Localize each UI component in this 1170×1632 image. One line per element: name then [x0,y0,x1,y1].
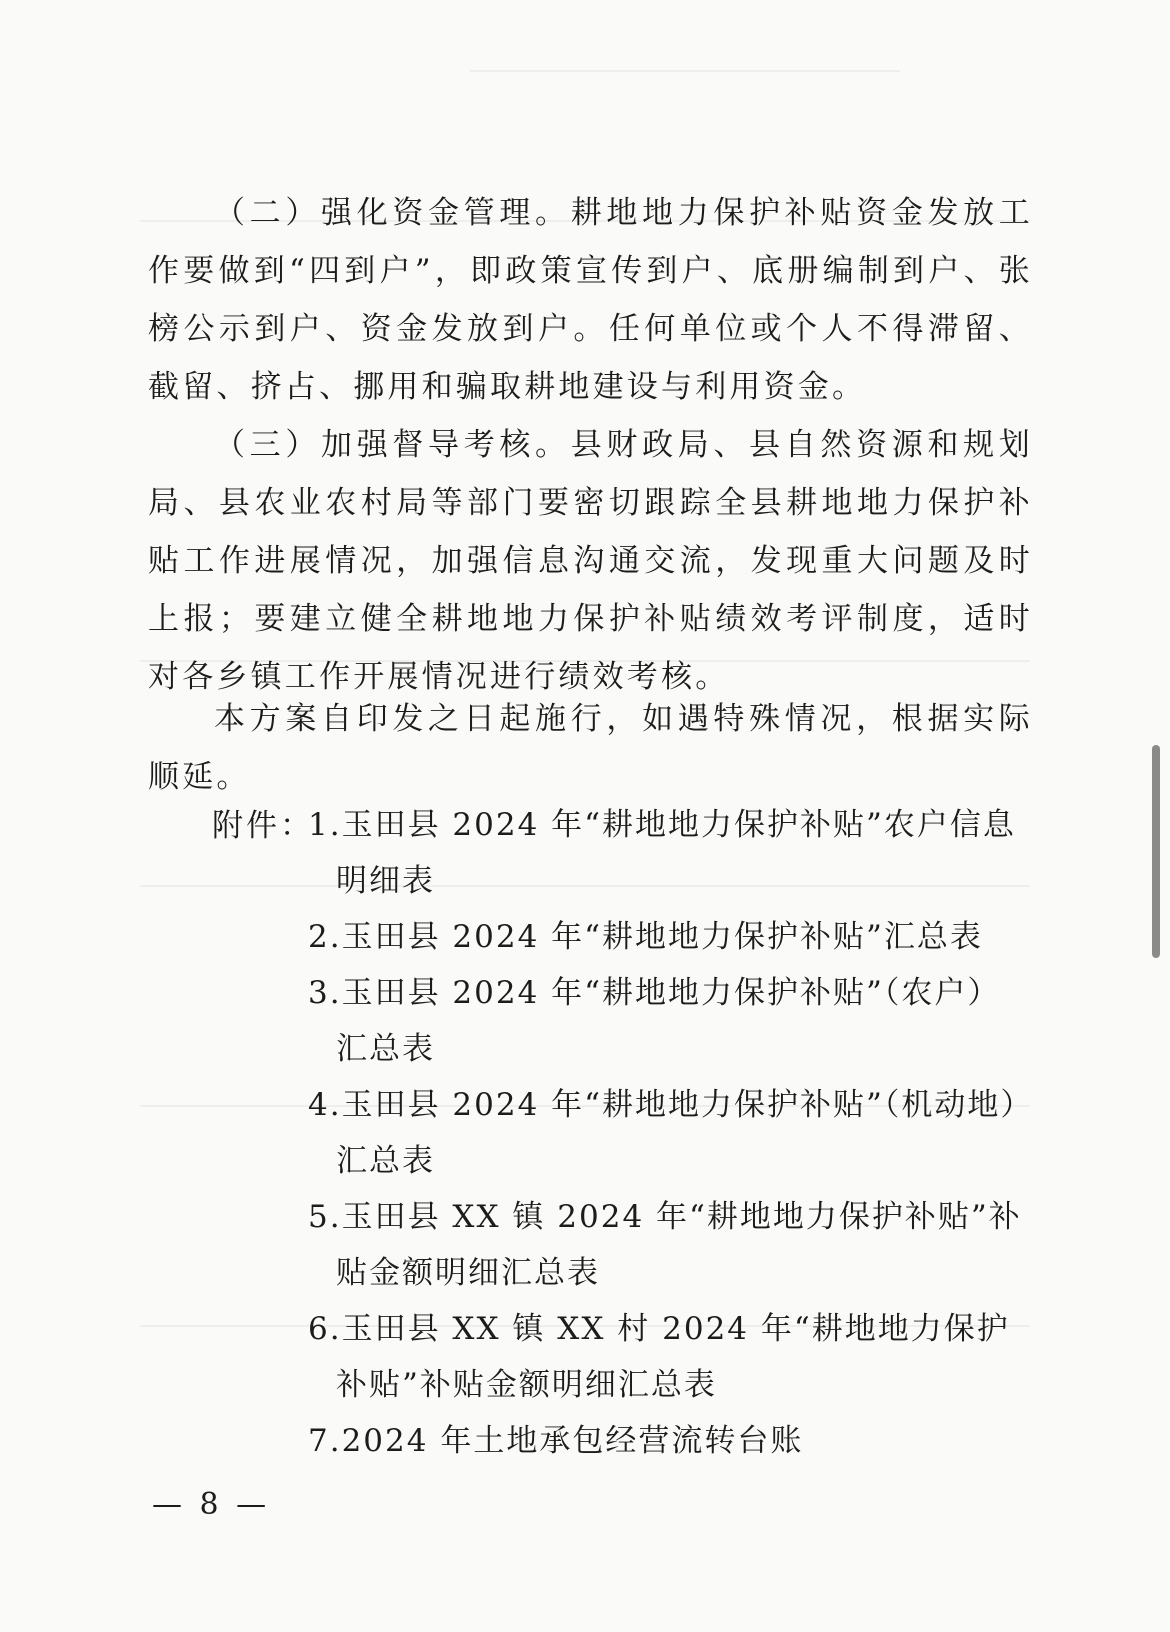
attachment-item-2: 2.玉田县 2024 年“耕地地力保护补贴”汇总表 [308,919,983,955]
paragraph-funds-management: （二）强化资金管理。耕地地力保护补贴资金发放工作要做到“四到户”，即政策宣传到户、底册编制到户、张榜公示到户、资金发放到户。任何单位或个人不得滞留、截留、挤占、挪用和骗取耕地建设与利用资金。 [148,195,1033,405]
attachments-list [308,797,1033,1469]
attachment-item-4: 4.玉田县 2024 年“耕地地力保护补贴”（机动地）汇总表 [308,1087,1018,1179]
paragraph-effective-date: 本方案自印发之日起施行，如遇特殊情况，根据实际顺延。 [148,701,1033,795]
attachment-item-5: 5.玉田县 XX 镇 2024 年“耕地地力保护补贴”补贴金额明细汇总表 [308,1199,1022,1291]
page-number: — 8 — [152,1487,271,1522]
scrollbar-thumb[interactable] [1152,745,1160,958]
attachment-item-3: 3.玉田县 2024 年“耕地地力保护补贴”（农户）汇总表 [308,975,1001,1067]
attachment-item-7: 7.2024 年土地承包经营流转台账 [308,1423,804,1459]
attachment-item-6: 6.玉田县 XX 镇 XX 村 2024 年“耕地地力保护补贴”补贴金额明细汇总表 [308,1311,1010,1403]
attachments-label: 附件： [212,808,314,844]
paragraph-supervision: （三）加强督导考核。县财政局、县自然资源和规划局、县农业农村局等部门要密切跟踪全县耕地地力保护补贴工作进展情况，加强信息沟通交流，发现重大问题及时上报；要建立健全耕地地力保护补贴绩效考评制度，适时对各乡镇工作开展情况进行绩效考核。 [148,427,1033,695]
attachment-item-1: 1.玉田县 2024 年“耕地地力保护补贴”农户信息明细表 [308,807,1016,899]
bleed-line [470,70,900,72]
